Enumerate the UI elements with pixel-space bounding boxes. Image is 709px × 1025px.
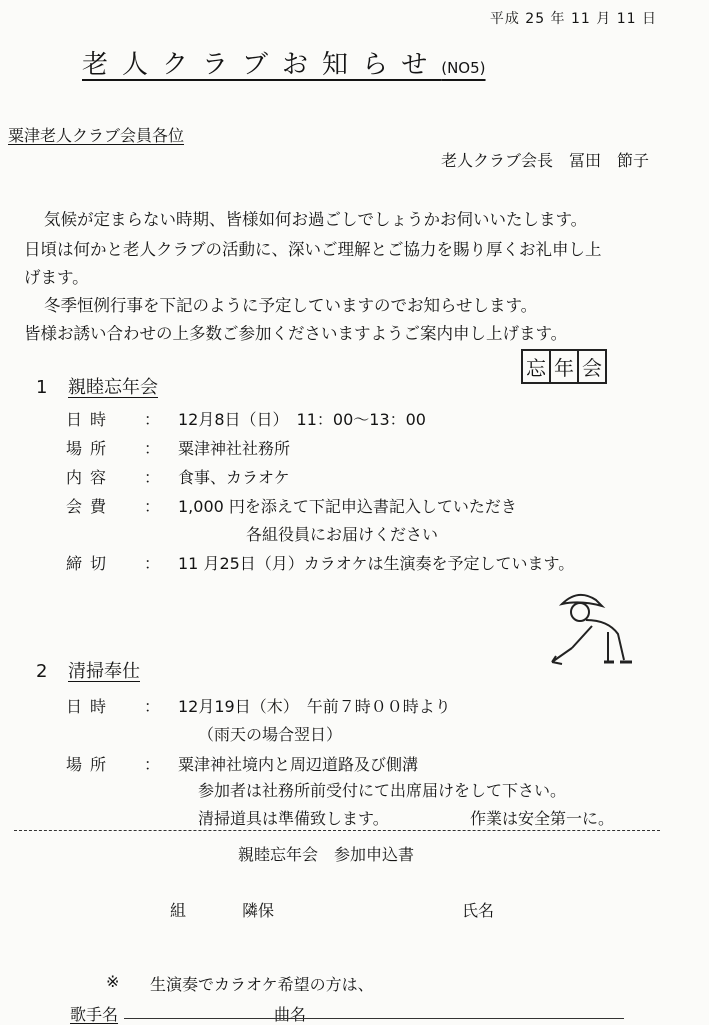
title-text: 老人クラブお知らせ <box>82 50 442 80</box>
row-value: 12月8日（日） 11：00～13：00 <box>178 410 426 429</box>
row-value: 粟津神社社務所 <box>178 439 291 458</box>
addressee: 粟津老人クラブ会員各位 <box>8 126 185 145</box>
section2-number: 2 <box>36 661 48 682</box>
row-label: 場所 <box>66 439 115 458</box>
row-label: 日時 <box>66 410 115 429</box>
stamp-char: 年 <box>551 351 579 382</box>
event-row-deadline: 締切 ： 11 月25日（月）カラオケは生演奏を予定しています。 <box>66 551 574 574</box>
event-row-place: 場所 ： 粟津神社社務所 <box>66 436 290 459</box>
stamp-char: 忘 <box>523 351 551 382</box>
issue-date: 平成 25 年 11 月 11 日 <box>489 11 657 27</box>
intro-line: 冬季恒例行事を下記のように予定していますのでお知らせします。 <box>44 296 538 315</box>
stamp-char: 会 <box>582 356 602 380</box>
row-value: 粟津神社境内と周辺道路及び側溝 <box>178 755 419 774</box>
form-group-label: 組 <box>170 901 187 920</box>
section1-title: 親睦忘年会 <box>68 377 158 398</box>
attendance-note: 参加者は社務所前受付にて出席届けをして下さい。 <box>198 781 567 800</box>
fee-continuation: 各組役員にお届けください <box>246 525 439 544</box>
row-value: 食事、カラオケ <box>178 468 290 487</box>
row-label: 締切 <box>66 554 115 573</box>
safety-note: 作業は安全第一に。 <box>470 809 615 828</box>
intro-line: 日頃は何かと老人クラブの活動に、深いご理解とご協力を賜り厚くお礼申し上 <box>24 240 602 259</box>
title-number: (NO5) <box>441 59 486 77</box>
cleaning-person-illustration <box>548 586 638 670</box>
note-mark: ※ <box>106 972 120 991</box>
sender-role: 老人クラブ会長 <box>440 151 553 170</box>
row-label: 内容 <box>66 468 115 487</box>
section2-heading <box>36 657 140 683</box>
event-row-fee: 会費 ： 1,000 円を添えて下記申込書記入していただき <box>66 494 517 517</box>
song-blank <box>274 1018 624 1019</box>
row-label: 会費 <box>66 497 115 516</box>
intro-line: 皆様お誘い合わせの上多数ご参加くださいますようご案内申し上げます。 <box>24 324 568 343</box>
sender <box>441 148 649 171</box>
tools-note: 清掃道具は準備致します。 <box>198 809 389 828</box>
row-label: 日時 <box>66 697 115 716</box>
section1-heading <box>36 373 158 399</box>
form-name-label: 氏名 <box>462 901 495 920</box>
karaoke-note: 生演奏でカラオケ希望の方は、 <box>150 975 374 994</box>
section2-title: 清掃奉仕 <box>68 661 140 682</box>
singer-blank <box>124 1018 274 1019</box>
bonenkai-stamp <box>521 349 607 384</box>
form-title: 親睦忘年会 参加申込書 <box>238 845 415 864</box>
section1-number: 1 <box>36 377 48 398</box>
clean-row-place: 場所 ： 粟津神社境内と周辺道路及び側溝 <box>66 752 418 775</box>
cut-line <box>14 830 660 831</box>
row-value: 12月19日（木） 午前７時００時より <box>178 697 451 716</box>
rain-note: （雨天の場合翌日） <box>198 725 343 744</box>
page-title <box>82 44 486 81</box>
song-label: 曲名 <box>274 1005 307 1024</box>
event-row-datetime: 日時 ： 12月8日（日） 11：00～13：00 <box>66 407 426 430</box>
sender-name: 冨田 節子 <box>568 151 649 170</box>
form-neighborhood-label: 隣保 <box>242 901 275 920</box>
clean-row-datetime: 日時 ： 12月19日（木） 午前７時００時より <box>66 694 451 717</box>
singer-label: 歌手名 <box>70 1005 119 1024</box>
event-row-content: 内容 ： 食事、カラオケ <box>66 465 290 488</box>
row-value: 1,000 円を添えて下記申込書記入していただき <box>178 497 517 516</box>
intro-line: 気候が定まらない時期、皆様如何お過ごしでしょうかお伺いいたします。 <box>44 210 588 229</box>
row-label: 場所 <box>66 755 115 774</box>
row-value: 11 月25日（月）カラオケは生演奏を予定しています。 <box>178 554 575 573</box>
intro-line: げます。 <box>24 268 89 287</box>
